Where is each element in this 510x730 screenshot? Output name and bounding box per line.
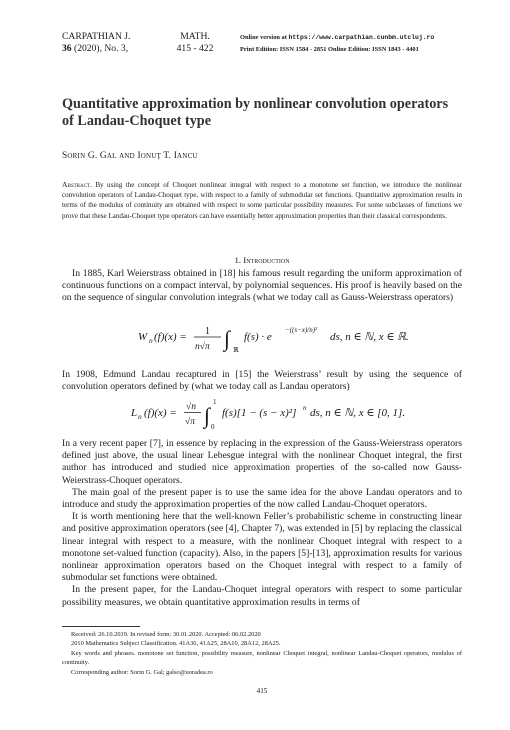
eq-l-arg: (f)(x) =: [144, 407, 177, 419]
equation-landau: [0, 395, 510, 431]
section-heading: 1. Introduction: [234, 255, 290, 265]
paragraph-1: [62, 268, 462, 305]
issue-info: (2020), No. 3,: [74, 43, 129, 54]
footnotes: [62, 630, 462, 677]
online-url-link[interactable]: https://www.carpathian.cunbm.utcluj.ro: [288, 34, 435, 41]
paper-title: Quantitative approximation by nonlinear convolution operators of Landau-Choquet type: [62, 96, 449, 129]
abstract-label: Abstract.: [62, 180, 92, 189]
eq-gw-integral-sign: ∫: [224, 326, 231, 351]
paragraph-3: In a very recent paper [7], in essence by replacing in the expression of the Gauss-Weierstrass operators defined just above, the usual linear Lebesgue integral with the nonlinear Choquet integral, the first author has introduced and studied nice approximation properties of the so-called now Gauss-Weierstrass-Choquet operators.: [62, 438, 462, 486]
volume-issue: [62, 43, 128, 55]
eq-gw-sub: n: [149, 336, 153, 345]
eq-l-upper: 1: [213, 398, 217, 406]
paragraph-text: In 1908, Edmund Landau recaptured in [15] the Weierstrass’ result by using the sequence of convolution operators defined by (what we today call as Landau operators): [62, 369, 462, 393]
eq-gw-integrand: f(s) · e: [244, 331, 272, 343]
page-number: 415: [256, 687, 268, 695]
paragraph-4: The main goal of the present paper is to use the same idea for the above Landau operators and to introduce and study the approximation properties of the now called Landau-Choquet operators.: [62, 486, 462, 511]
eq-l-den: √π: [185, 417, 195, 427]
eq-gw-lhs: W: [138, 331, 148, 343]
journal-subject: MATH.: [180, 31, 210, 42]
eq-gw-arg: (f)(x) =: [154, 331, 187, 343]
paragraph-5: It is worth mentioning here that the well-known Feller’s probabilistic scheme in constructing linear and positive approximation operators (see [4], Chapter 7), was extended in [5] by replacing the classical linear integral with respect to a measure, with the nonlinear Choquet integral with respect to a monotone set-valued function (capacity). Also, in the papers [5]-[13], approximation results for various nonlinear approximation operators based on the Choquet integral with respect to a family of submodular set functions were obtained.: [62, 511, 462, 584]
eq-l-power: n: [303, 404, 307, 412]
eq-gw-domain: ℝ: [233, 346, 239, 354]
eq-l-num: √n: [186, 402, 196, 412]
eq-l-integrand: f(s)[1 − (s − x)²]: [222, 407, 297, 419]
eq-gw-exponent: −((s−x)/n)²: [285, 326, 318, 334]
eq-l-lower: 0: [211, 423, 215, 431]
eq-l-lhs: L: [131, 407, 138, 419]
equation-gauss-weierstrass: [0, 321, 510, 354]
page-range: 415 - 422: [176, 43, 214, 54]
footnote-received: Received: 26.10.2019. In revised form: 30.01.2020. Accepted: 06.02.2020: [71, 631, 261, 638]
online-version: [240, 32, 434, 43]
journal-header: [62, 31, 462, 61]
eq-gw-den: n√π: [195, 342, 210, 352]
paragraph-2: [62, 369, 462, 393]
paragraph-text: In 1885, Karl Weierstrass obtained in [18] his famous result regarding the uniform approximation of continuous functions on a compact interval, by polynomial sequences. His proof is heavily based on the on the sequence of singular convolution integrals (what we today call as Gauss-Weierstrass operators): [62, 268, 462, 304]
issn-line: Print Edition: ISSN 1584 - 2851 Online Edition: ISSN 1843 - 4401: [240, 46, 419, 53]
paragraphs-3-6: [62, 438, 462, 609]
eq-l-sub: n: [138, 412, 142, 421]
eq-gw-num: 1: [205, 326, 210, 337]
footnote-keywords: Key words and phrases. monotone set function, possibility measure, nonlinear Choquet integral, nonlinear Landau-Choquet operators, modulus of continuity.: [62, 649, 462, 667]
eq-gw-tail: ds, n ∈ ℕ, x ∈ ℝ.: [330, 331, 409, 343]
volume-number: 36: [62, 43, 72, 54]
paper-authors: Sorin G. Gal and Ionuţ T. Iancu: [62, 151, 198, 161]
abstract: [62, 180, 462, 221]
footnote-corresponding: Corresponding author: Sorin G. Gal; galso@uoradea.ro: [71, 668, 213, 676]
footnote-msc: 2010 Mathematics Subject Classification. 41A36, 41A25, 28A10, 28A12, 28A25.: [71, 640, 281, 648]
footnote-divider: [62, 626, 140, 627]
eq-l-integral-sign: ∫: [204, 403, 211, 428]
journal-name: CARPATHIAN J.: [62, 31, 131, 42]
equation-landau-svg: [0, 395, 510, 439]
eq-l-tail: ds, n ∈ ℕ, x ∈ [0, 1].: [310, 407, 406, 419]
equation-gw-svg: [0, 321, 510, 365]
abstract-text: By using the concept of Choquet nonlinear integral with respect to a monotone set function, we introduce the nonlinear convolution operators of Landau-Choquet type, with respect to a family of submodular set functions. Quantitative approximation results in terms of the modulus of continuity are obtained with respect to some particular possibility measures. For some subclasses of functions we prove that these Landau-Choquet type operators can have essentially better approximation properties than their classical correspondents.: [62, 181, 462, 220]
paragraph-6: In the present paper, for the Landau-Choquet integral operators with respect to some particular possibility measures, we obtain quantitative approximation results in terms of: [62, 584, 462, 608]
online-label: Online version at: [240, 34, 287, 41]
